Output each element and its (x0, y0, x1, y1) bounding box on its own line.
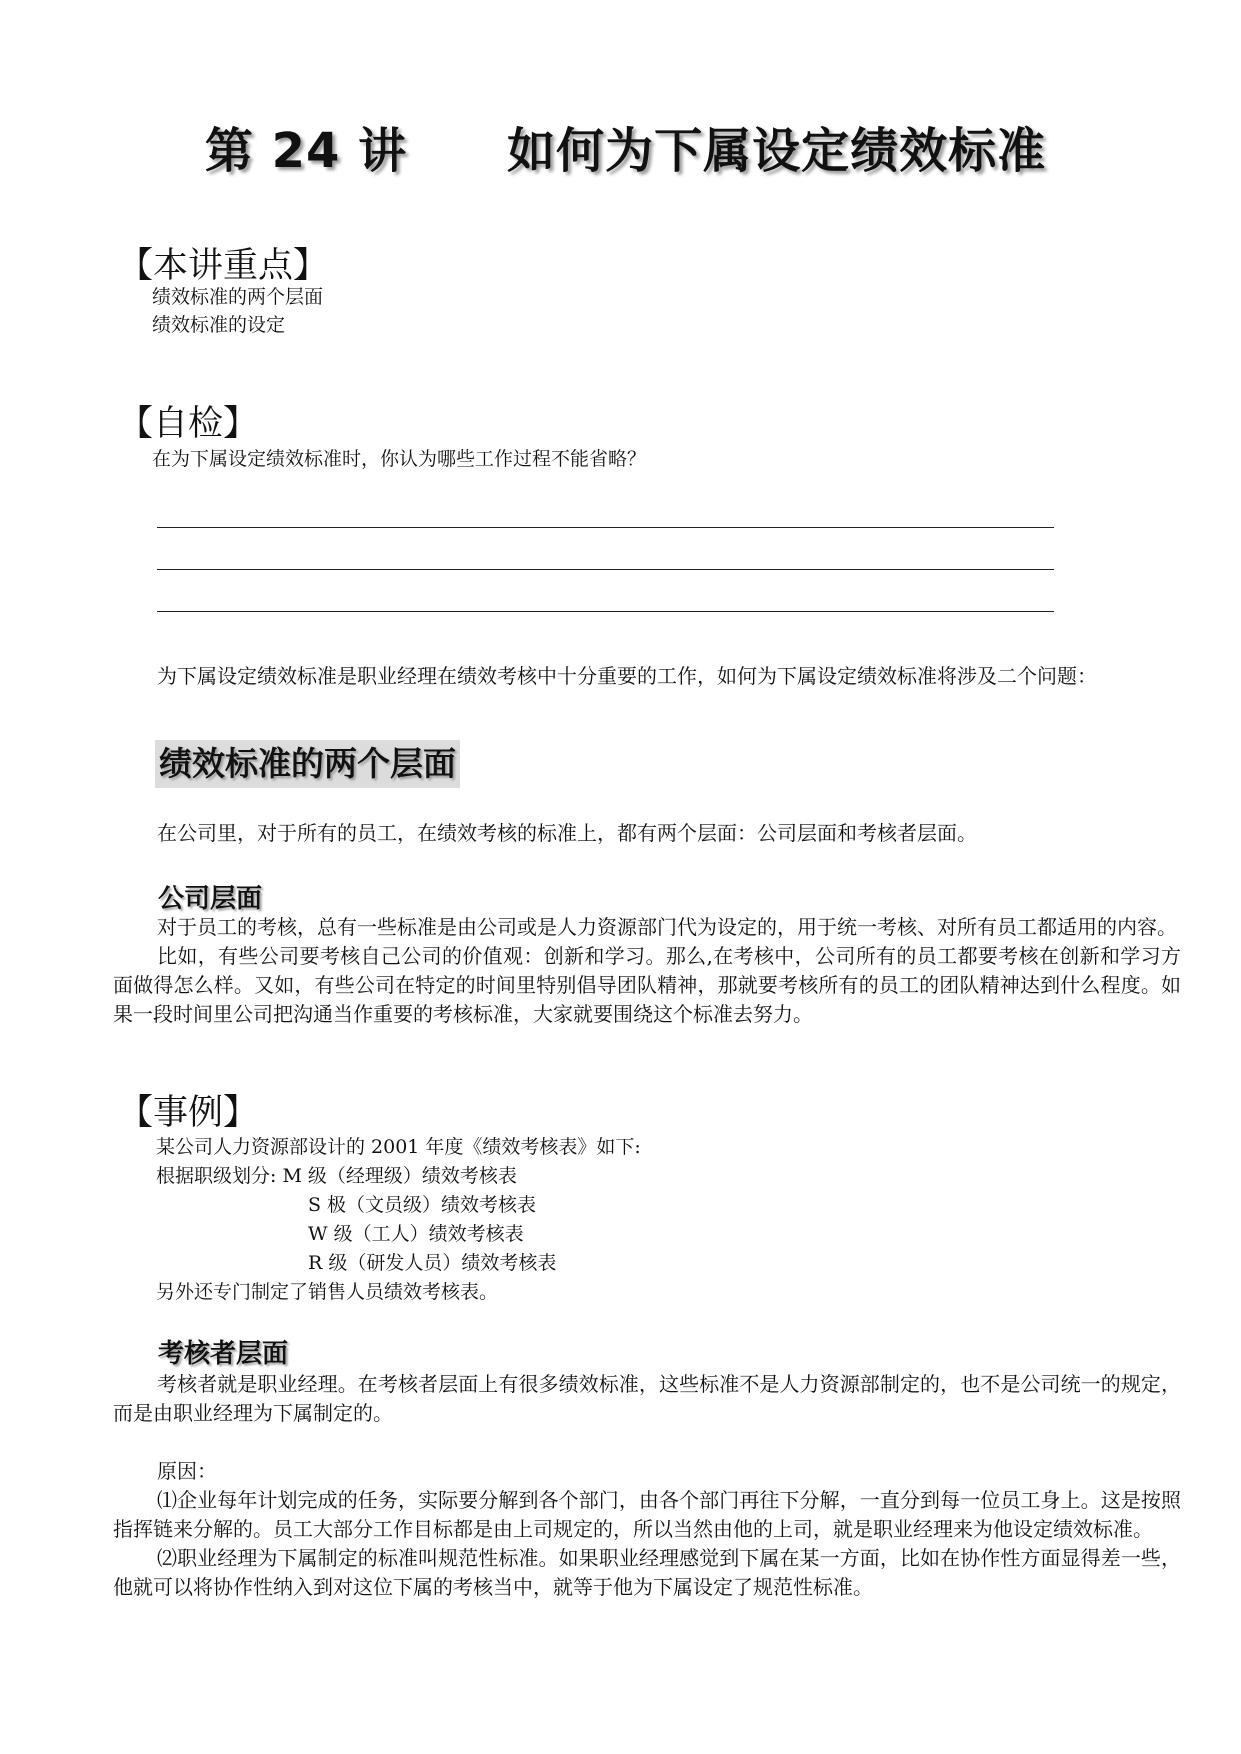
company-level-heading: 公司层面 (158, 884, 263, 914)
case-subline: R 级（研发人员）绩效考核表 (308, 1252, 557, 1274)
key-points-heading: 【本讲重点】 (118, 246, 329, 286)
key-point-item: 绩效标准的设定 (152, 314, 286, 336)
intro-text: 为下属设定绩效标准是职业经理在绩效考核中十分重要的工作，如何为下属设定绩效标准将涉及二个问题： (157, 664, 1097, 688)
answer-line[interactable] (157, 527, 1054, 528)
reason-item: ⑴企业每年计划完成的任务，实际要分解到各个部门，由各个部门再往下分解，一直分到每一位员工身上。这是按照指挥链来分解的。员工大部分工作目标都是由上司规定的，所以当然由他的上司，就是职业经理来为他设定绩效标准。 (113, 1488, 1181, 1541)
paragraph: 比如，有些公司要考核自己公司的价值观：创新和学习。那么,在考核中，公司所有的员工都要考核在创新和学习方面做得怎么样。又如，有些公司在特定的时间里特别倡导团队精神，那就要考核所有的员工的团队精神达到什么程度。如果一段时间里公司把沟通当作重要的考核标准，大家就要围绕这个标准去努力。 (113, 944, 1181, 1026)
assessor-level-body (113, 1370, 1181, 1602)
paragraph: 考核者就是职业经理。在考核者层面上有很多绩效标准，这些标准不是人力资源部制定的，也不是公司统一的规定，而是由职业经理为下属制定的。 (113, 1372, 1181, 1425)
case-line: 某公司人力资源部设计的 2001 年度《绩效考核表》如下: (156, 1136, 641, 1158)
self-check-heading: 【自检】 (118, 404, 259, 444)
section-heading: 绩效标准的两个层面 (155, 740, 460, 788)
key-point-item: 绩效标准的两个层面 (152, 286, 324, 308)
case-subline: S 极（文员级）绩效考核表 (308, 1194, 537, 1216)
case-body (156, 1133, 641, 1307)
answer-line[interactable] (157, 569, 1054, 570)
answer-line[interactable] (157, 611, 1054, 612)
paragraph: 对于员工的考核，总有一些标准是由公司或是人力资源部门代为设定的，用于统一考核、对所有员工都适用的内容。 (157, 915, 1177, 939)
assessor-level-heading: 考核者层面 (158, 1339, 289, 1369)
self-check-question: 在为下属设定绩效标准时，你认为哪些工作过程不能省略？ (152, 448, 647, 470)
lecture-number: 第 24 讲 (204, 123, 408, 179)
case-heading: 【事例】 (118, 1093, 259, 1133)
case-line: 根据职级划分: M 级（经理级）绩效考核表 (156, 1165, 517, 1187)
company-level-body (113, 913, 1181, 1029)
spacer (113, 1428, 1181, 1457)
case-line: 另外还专门制定了销售人员绩效考核表。 (156, 1281, 499, 1303)
page-title (0, 112, 1241, 181)
reason-item: ⑵职业经理为下属制定的标准叫规范性标准。如果职业经理感觉到下属在某一方面，比如在协作性方面显得差一些，他就可以将协作性纳入到对这位下属的考核当中，就等于他为下属设定了规范性标准。 (113, 1546, 1181, 1599)
case-subline: W 级（工人）绩效考核表 (308, 1223, 524, 1245)
lecture-topic: 如何为下属设定绩效标准 (507, 123, 1047, 179)
section-intro: 在公司里，对于所有的员工，在绩效考核的标准上，都有两个层面：公司层面和考核者层面。 (157, 821, 977, 845)
reason-label: 原因： (157, 1459, 217, 1483)
